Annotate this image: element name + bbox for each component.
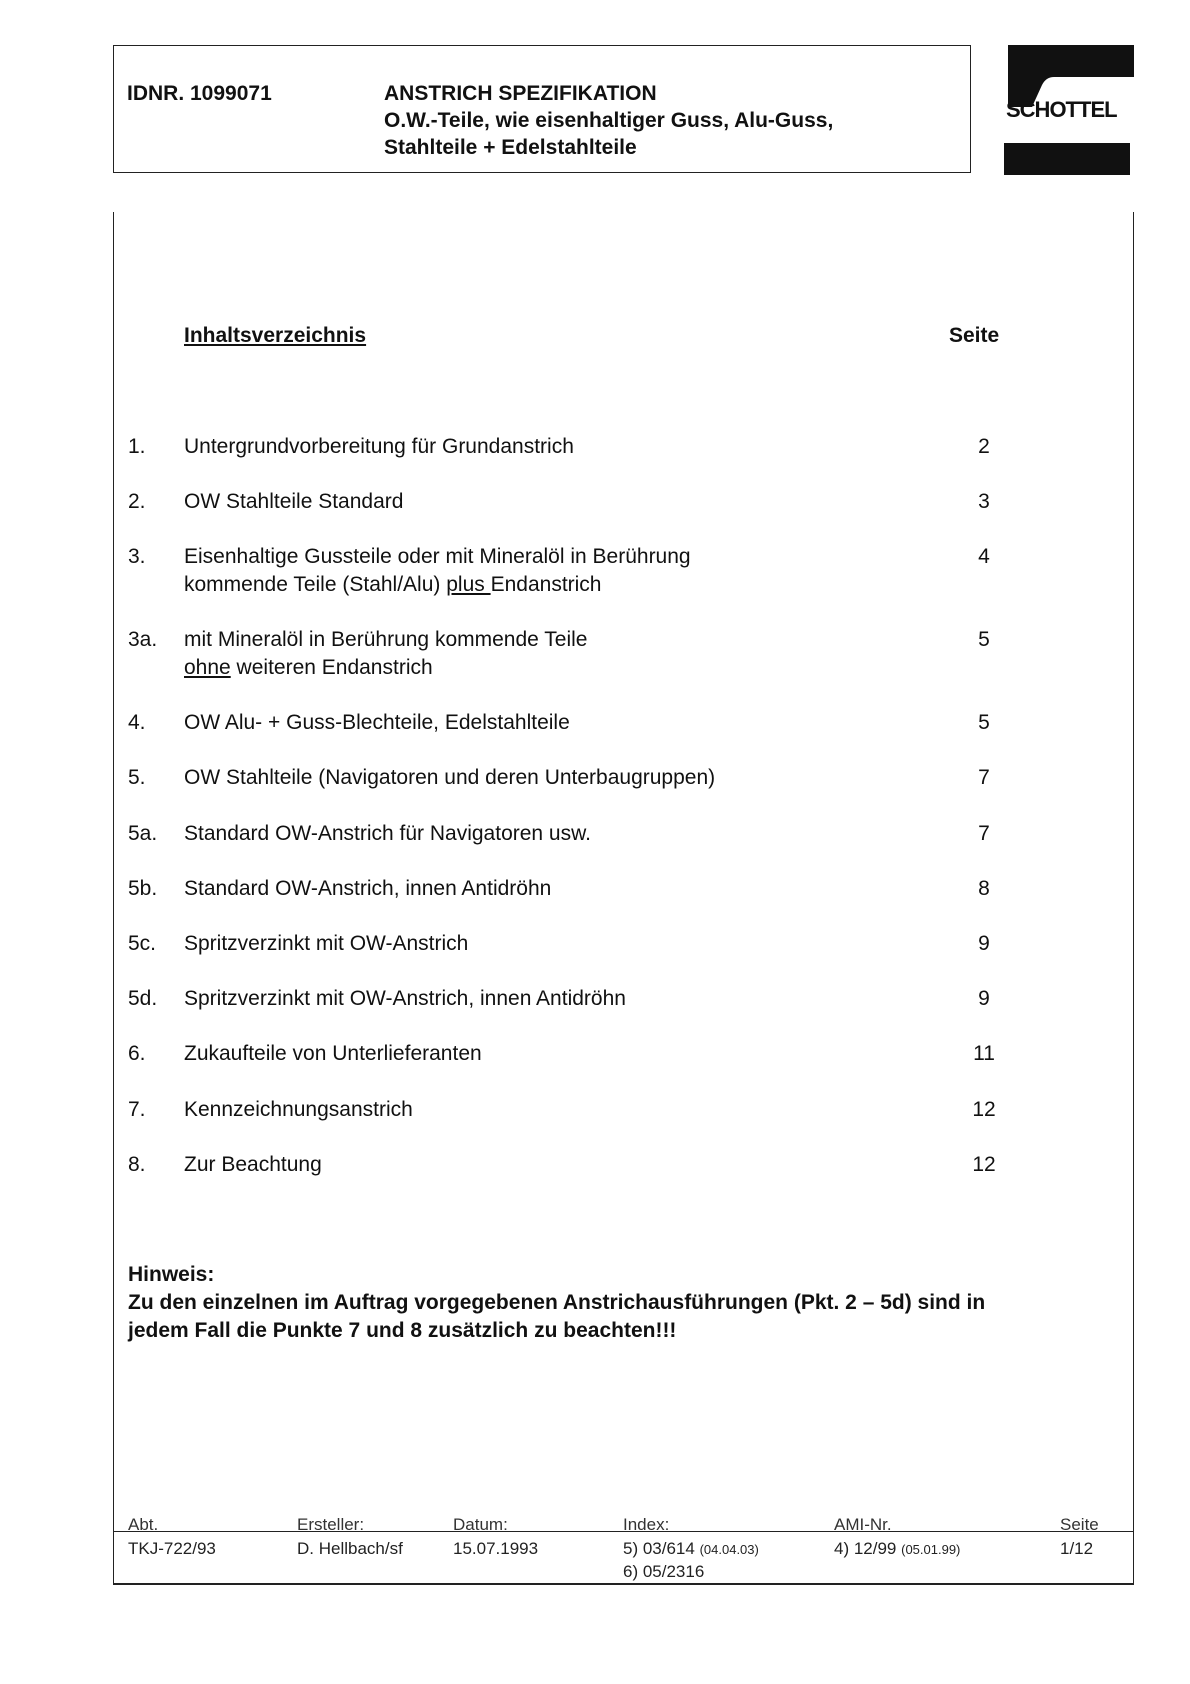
toc-item-number: 5. [128, 766, 146, 789]
toc-page-heading: Seite [949, 324, 1000, 347]
footer-ersteller: D. Hellbach/sf [297, 1539, 403, 1558]
footer-index-2: 6) 05/2316 [623, 1562, 705, 1581]
line-2-text-end: Endanstrich [490, 573, 602, 596]
footer-abt-label: Abt. [128, 1515, 159, 1534]
header-box [113, 45, 971, 173]
doc-title-3: Stahlteile + Edelstahlteile [384, 136, 637, 159]
index-1-value: 5) 03/614 [623, 1539, 695, 1558]
toc-item-title: OW Stahlteile Standard [184, 490, 404, 513]
line-2-text-end: weiteren Endanstrich [230, 656, 433, 679]
toc-item-title: Standard OW-Anstrich, innen Antidröhn [184, 877, 552, 900]
toc-item-number: 1. [128, 435, 146, 458]
footer-index-label: Index: [623, 1515, 670, 1534]
toc-item-number: 3a. [128, 628, 158, 651]
toc-item-number: 8. [128, 1153, 146, 1176]
doc-title-2: O.W.-Teile, wie eisenhaltiger Guss, Alu-Guss, [384, 109, 834, 132]
footer-ami [834, 1538, 960, 1561]
footer-seite: 1/12 [1060, 1539, 1094, 1558]
toc-item-title: Zukaufteile von Unterlieferanten [184, 1042, 482, 1065]
toc-item-page: 12 [972, 1098, 996, 1121]
toc-item-number: 5a. [128, 822, 158, 845]
toc-item-title: mit Mineralöl in Berührung kommende Teile [184, 628, 588, 651]
footer-index-1 [623, 1538, 759, 1561]
toc-item-number: 3. [128, 545, 146, 568]
toc-item-title: Kennzeichnungsanstrich [184, 1098, 413, 1121]
footer-abt: TKJ-722/93 [128, 1539, 216, 1558]
line-2-text: kommende Teile (Stahl/Alu) [184, 573, 447, 596]
toc-item-number: 7. [128, 1098, 146, 1121]
toc-item-title: Zur Beachtung [184, 1153, 322, 1176]
toc-item-title: OW Alu- + Guss-Blechteile, Edelstahlteile [184, 711, 570, 734]
toc-item-number: 5d. [128, 987, 158, 1010]
toc-item-title-line-2 [184, 571, 602, 599]
footer-datum: 15.07.1993 [453, 1539, 539, 1558]
idnr: IDNR. 1099071 [127, 82, 272, 105]
toc-item-page: 7 [978, 766, 990, 789]
toc-item-title: OW Stahlteile (Navigatoren und deren Unterbaugruppen) [184, 766, 716, 789]
ami-date: (05.01.99) [901, 1542, 961, 1557]
toc-heading: Inhaltsverzeichnis [184, 324, 367, 347]
footer-datum-label: Datum: [453, 1515, 508, 1534]
note-line-1: Zu den einzelnen im Auftrag vorgegebenen Anstrichausführungen (Pkt. 2 – 5d) sind in [128, 1291, 986, 1314]
toc-item-number: 5b. [128, 877, 158, 900]
line-2-underlined: ohne [184, 656, 231, 679]
toc-item-page: 9 [978, 932, 990, 955]
logo-text: SCHOTTEL [1006, 97, 1117, 122]
toc-item-page: 5 [978, 711, 990, 734]
toc-item-number: 2. [128, 490, 146, 513]
footer-ami-label: AMI-Nr. [834, 1515, 892, 1534]
note-label: Hinweis: [128, 1263, 215, 1286]
line-2-underlined: plus [446, 573, 491, 596]
toc-item-page: 5 [978, 628, 990, 651]
note-line-2: jedem Fall die Punkte 7 und 8 zusätzlich zu beachten!!! [128, 1319, 677, 1342]
schottel-logo [1004, 45, 1134, 175]
toc-item-page: 11 [973, 1042, 995, 1065]
toc-item-title-line-2 [184, 654, 433, 682]
toc-item-page: 2 [978, 435, 990, 458]
footer-ersteller-label: Ersteller: [297, 1515, 365, 1534]
toc-item-page: 12 [972, 1153, 996, 1176]
toc-item-title: Spritzverzinkt mit OW-Anstrich, innen Antidröhn [184, 987, 626, 1010]
toc-item-page: 7 [978, 822, 990, 845]
ami-value: 4) 12/99 [834, 1539, 897, 1558]
toc-item-page: 8 [978, 877, 990, 900]
toc-item-title: Untergrundvorbereitung für Grundanstrich [184, 435, 574, 458]
toc-item-page: 9 [978, 987, 990, 1010]
toc-item-title: Spritzverzinkt mit OW-Anstrich [184, 932, 469, 955]
index-1-date: (04.04.03) [699, 1542, 759, 1557]
toc-item-number: 4. [128, 711, 146, 734]
toc-item-number: 6. [128, 1042, 146, 1065]
toc-item-title: Eisenhaltige Gussteile oder mit Mineralöl in Berührung [184, 545, 691, 568]
toc-item-page: 3 [978, 490, 990, 513]
toc-item-page: 4 [978, 545, 990, 568]
toc-item-number: 5c. [128, 932, 157, 955]
toc-item-title: Standard OW-Anstrich für Navigatoren usw. [184, 822, 591, 845]
doc-title-1: ANSTRICH SPEZIFIKATION [384, 82, 657, 105]
footer-seite-label: Seite [1060, 1515, 1099, 1534]
